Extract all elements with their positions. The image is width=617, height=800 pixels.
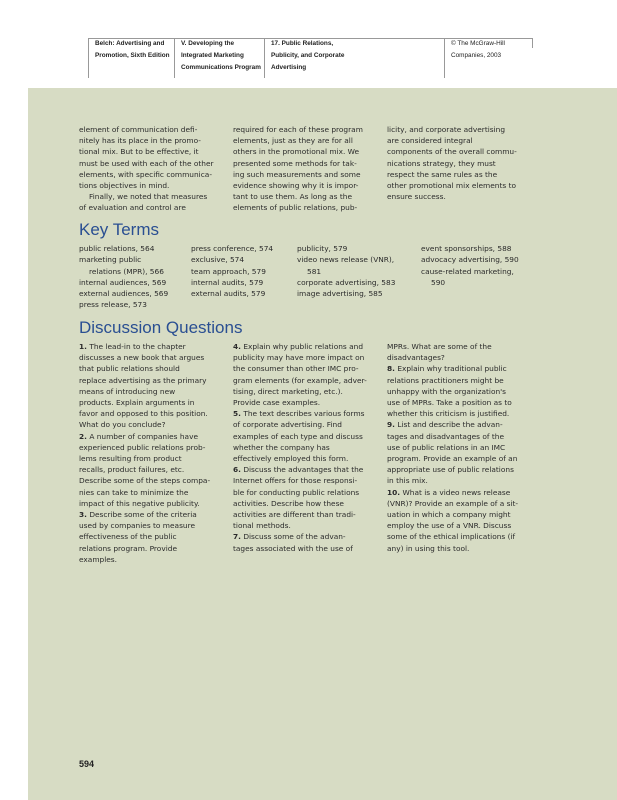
key-term: 581 bbox=[307, 266, 322, 276]
key-terms-column-2 bbox=[191, 243, 297, 299]
page-number: 594 bbox=[79, 759, 95, 769]
running-header bbox=[0, 0, 617, 86]
intro-column-3: licity, and corporate advertising are considered integral components of the overall commu- nications strategy, they must respect the same rules as the other promotional mix elements to ensure success. bbox=[387, 125, 517, 202]
key-terms-column-4 bbox=[421, 243, 541, 288]
key-terms-heading: Key Terms bbox=[79, 220, 159, 239]
key-term: external audits, 579 bbox=[191, 289, 266, 299]
key-term: event sponsorships, 588 bbox=[421, 244, 512, 253]
question-10: 10. What is a video news release (VNR)? Provide an example of a sit- uation in which a company might employ the use of a VNR. Discuss some of the ethical implications (if any) in using this tool. bbox=[387, 487, 519, 553]
key-term: image advertising, 585 bbox=[297, 289, 383, 299]
questions-column-3 bbox=[387, 341, 537, 554]
question-7: 7. Discuss some of the advan- tages associated with the use of bbox=[233, 532, 353, 553]
questions-column-1 bbox=[79, 341, 224, 565]
key-term: video news release (VNR), bbox=[297, 255, 395, 265]
key-term: internal audiences, 569 bbox=[79, 277, 167, 287]
key-term: relations (MPR), 566 bbox=[89, 266, 164, 276]
key-terms-column-1 bbox=[79, 243, 189, 311]
question-1: 1. The lead-in to the chapter discusses a new book that argues that public relations should replace advertising as the primary means of introducing new products. Explain arguments in favor and opposed to this position. What do you conclude? bbox=[79, 342, 208, 430]
header-chapter-title: 17. Public Relations, Publicity, and Corporate Advertising bbox=[264, 38, 367, 78]
key-term: advocacy advertising, 590 bbox=[421, 255, 519, 265]
question-7-continued: MPRs. What are some of the disadvantages? bbox=[387, 342, 492, 363]
key-term: public relations, 564 bbox=[79, 244, 155, 253]
header-book-title: Belch: Advertising and Promotion, Sixth Edition bbox=[88, 38, 179, 78]
questions-column-2 bbox=[233, 341, 378, 554]
key-term: external audiences, 569 bbox=[79, 289, 169, 299]
key-term: team approach, 579 bbox=[191, 266, 266, 276]
key-term: press conference, 574 bbox=[191, 244, 274, 253]
question-3: 3. Describe some of the criteria used by companies to measure effectiveness of the public relations program. Provide examples. bbox=[79, 510, 197, 564]
intro-column-2: required for each of these program elements, just as they are for all others in the promotional mix. We presented some methods for tak- ing such measurements and some evidence showing why it is impor- tant to use them. As long as the elements of public relations, pub- bbox=[233, 125, 363, 213]
key-term: marketing public bbox=[79, 255, 142, 265]
key-term: publicity, 579 bbox=[297, 244, 348, 253]
key-term: press release, 573 bbox=[79, 300, 147, 310]
header-part-title: V. Developing the Integrated Marketing Communications Program bbox=[174, 38, 267, 78]
question-6: 6. Discuss the advantages that the Internet offers for those responsi- ble for conducting public relations activities. Describe how these activities are different than tradi- tional methods. bbox=[233, 465, 364, 531]
key-term: internal audits, 579 bbox=[191, 277, 264, 287]
question-4: 4. Explain why public relations and publicity may have more impact on the consumer than other IMC pro- gram elements (for example, adver- tising, direct marketing, etc.). Provide case examples. bbox=[233, 342, 367, 408]
intro-column-1: element of communication defi- nitely has its place in the promo- tional mix. But to be effective, it must be used with each of the other elements, with specific communica- tions objectives in mind. Finally, we noted that measures of evaluation and control are bbox=[79, 125, 214, 213]
key-term: corporate advertising, 583 bbox=[297, 277, 396, 287]
key-terms-column-3 bbox=[297, 243, 417, 299]
key-term: exclusive, 574 bbox=[191, 255, 245, 265]
header-publisher: © The McGraw-Hill Companies, 2003 bbox=[444, 38, 537, 78]
discussion-questions-heading: Discussion Questions bbox=[79, 318, 243, 337]
question-8: 8. Explain why traditional public relations practitioners might be unhappy with the organization's use of MPRs. Take a position as to whether this criticism is justified. bbox=[387, 364, 512, 419]
key-term: 590 bbox=[431, 277, 446, 287]
question-2: 2. A number of companies have experienced public relations prob- lems resulting from product recalls, product failures, etc. Describe some of the steps compa- nies can take to minimize the impact of this negative publicity. bbox=[79, 431, 211, 508]
key-term: cause-related marketing, bbox=[421, 266, 514, 276]
question-9: 9. List and describe the advan- tages and disadvantages of the use of public relations in an IMC program. Provide an example of an appropriate use of public relations in this mix. bbox=[387, 420, 518, 486]
question-5: 5. The text describes various forms of corporate advertising. Find examples of each type and discuss whether the company has effectively employed this form. bbox=[233, 409, 365, 464]
